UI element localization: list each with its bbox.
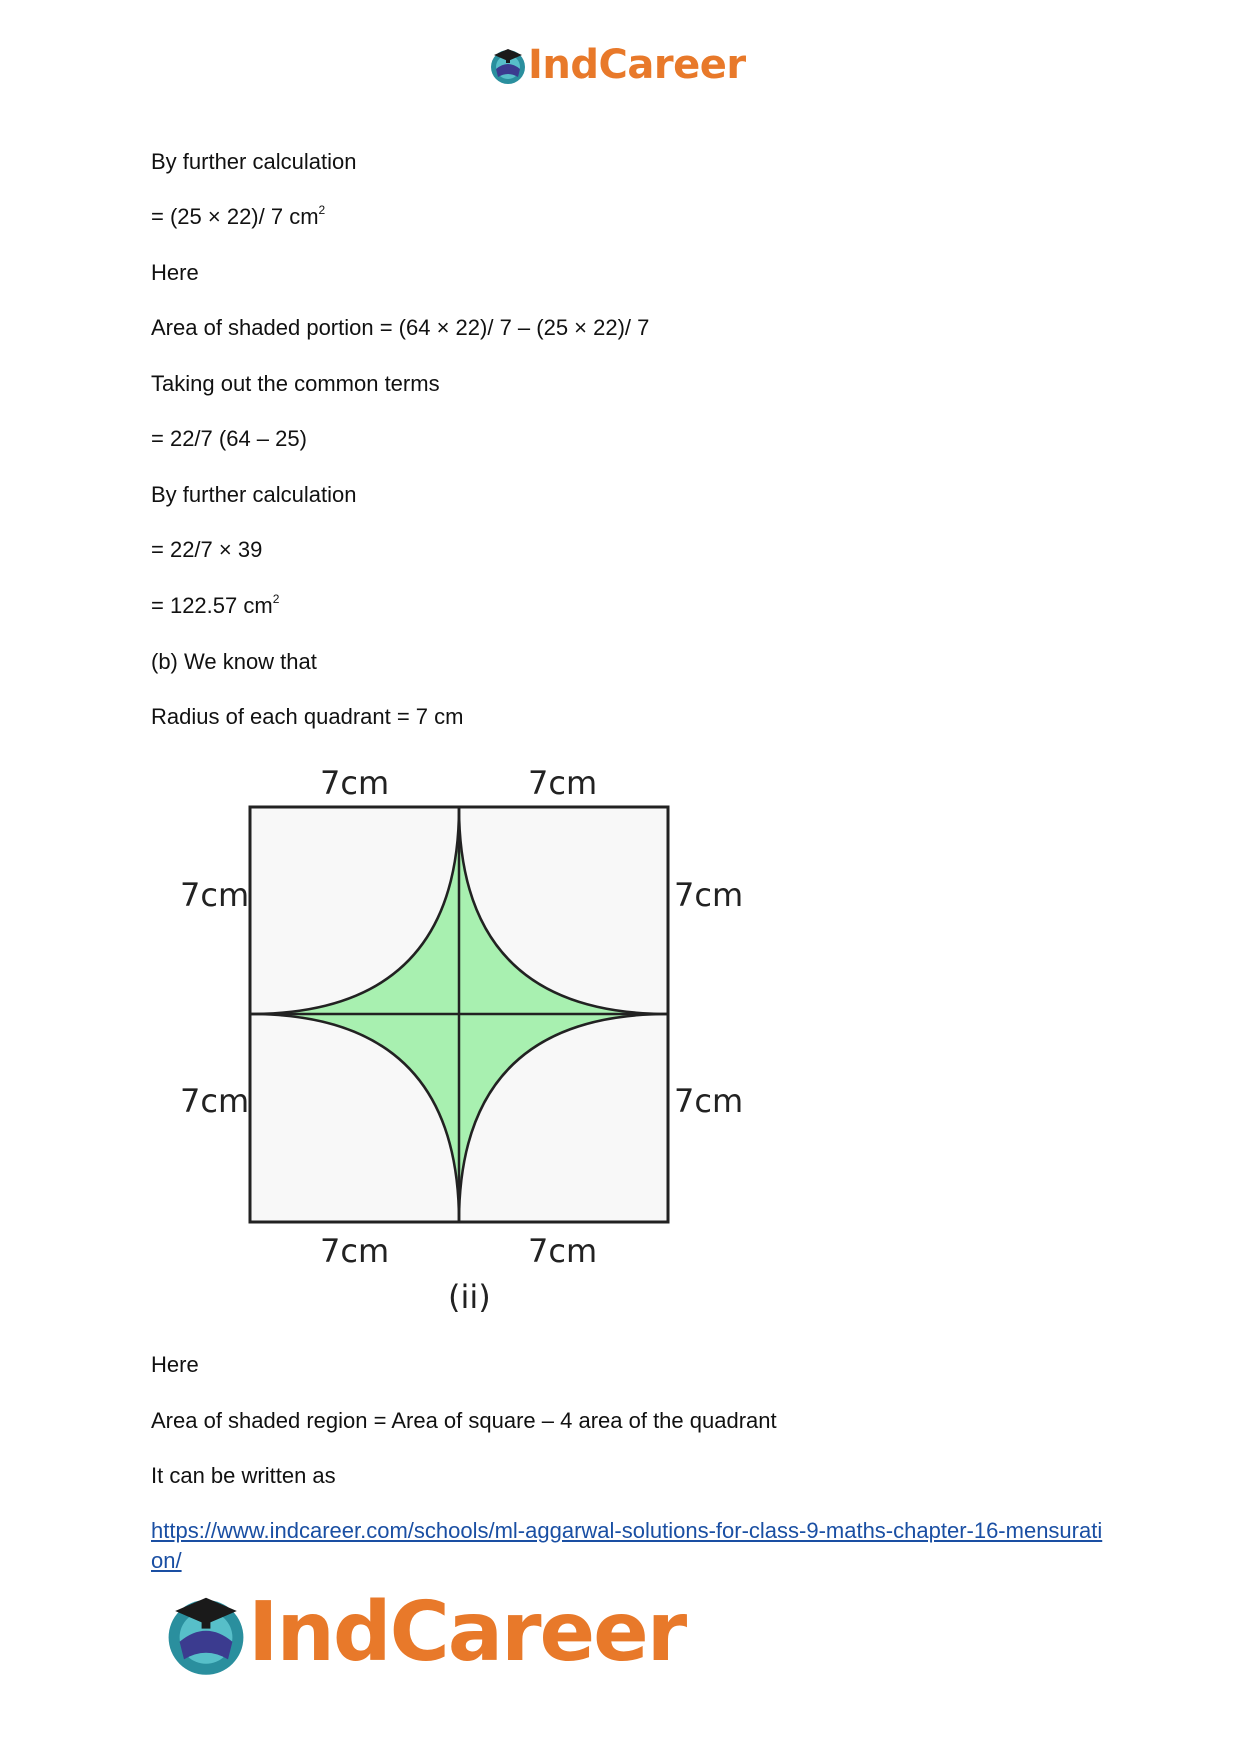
text-line: Area of shaded portion = (64 × 22)/ 7 – (25 × 22)/ 7 [151, 315, 650, 340]
text-line: Taking out the common terms [151, 371, 440, 396]
source-link[interactable]: https://www.indcareer.com/schools/ml-aggarwal-solutions-for-class-9-maths-chapter-16-mensuration/ [151, 1518, 1103, 1573]
label-left-upper: 7cm [180, 876, 250, 914]
figure-caption: (ii) [448, 1278, 491, 1316]
text-line: Radius of each quadrant = 7 cm [151, 704, 464, 729]
label-bottom-right: 7cm [528, 1232, 598, 1270]
footer-brand: IndCareer [248, 1585, 686, 1680]
quadrant-diagram [170, 762, 750, 1322]
indcareer-globe-icon [162, 1589, 250, 1677]
text-line: = 22/7 (64 – 25) [151, 426, 307, 451]
label-left-lower: 7cm [180, 1082, 250, 1120]
text-line: Here [151, 260, 199, 285]
label-top-left: 7cm [320, 764, 390, 802]
header-brand: IndCareer [528, 42, 746, 88]
quadrant-figure [170, 762, 750, 1322]
text-line: Area of shaded region = Area of square – 4 area of the quadrant [151, 1408, 777, 1433]
indcareer-globe-icon [488, 45, 528, 85]
label-right-upper: 7cm [674, 876, 744, 914]
text-line: (b) We know that [151, 649, 317, 674]
text-line: = 122.57 $cm^2$ [151, 592, 280, 618]
text-line: Here [151, 1352, 199, 1377]
label-top-right: 7cm [528, 764, 598, 802]
label-right-lower: 7cm [674, 1082, 744, 1120]
text-line: = 22/7 × 39 [151, 537, 263, 562]
label-bottom-left: 7cm [320, 1232, 390, 1270]
text-line: By further calculation [151, 149, 357, 174]
text-line: = (25 × 22)/ 7 $cm^2$ [151, 203, 326, 229]
text-line: It can be written as [151, 1463, 336, 1488]
footer-logo[interactable] [162, 1585, 686, 1680]
header-logo[interactable] [488, 40, 746, 90]
text-line: By further calculation [151, 482, 357, 507]
